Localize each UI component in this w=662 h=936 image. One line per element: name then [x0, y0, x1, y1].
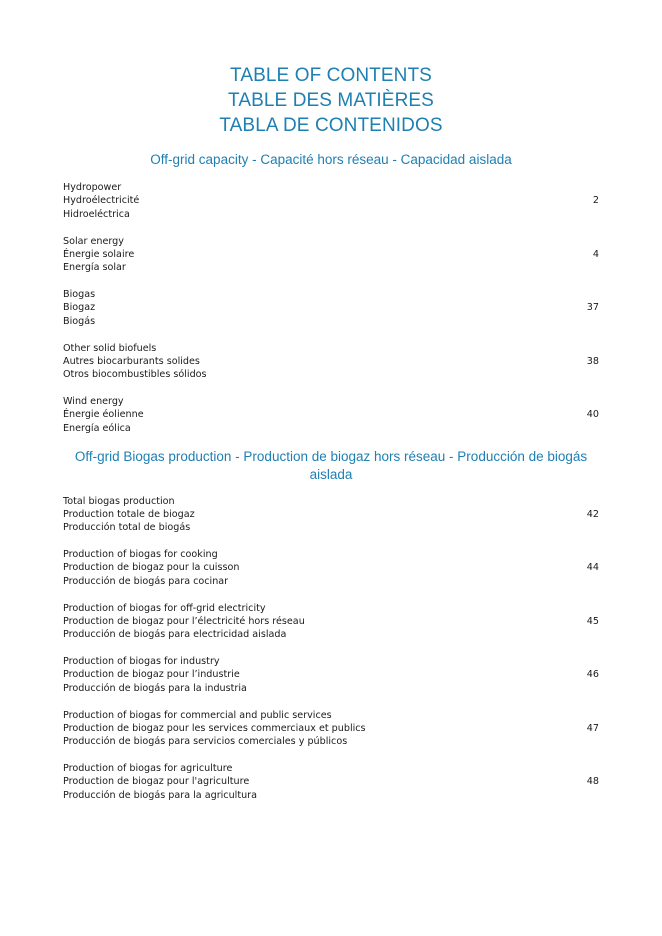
entry-page-number: 37 [586, 302, 599, 314]
entry-title-english: Production of biogas for commercial and public services [63, 709, 332, 721]
toc-entry[interactable] [63, 548, 599, 588]
entry-title-spanish: Energía eólica [63, 422, 131, 434]
entry-title-english: Other solid biofuels [63, 342, 157, 354]
toc-title-spanish: TABLA DE CONTENIDOS [219, 115, 443, 136]
toc-entry[interactable] [63, 602, 599, 642]
entry-title-french: Autres biocarburants solides [63, 355, 200, 367]
entry-page-number: 48 [586, 776, 599, 788]
entry-title-english: Production of biogas for agriculture [63, 763, 233, 774]
entry-title-french: Hydroélectricité [63, 195, 140, 207]
entry-title-english: Production of biogas for cooking [63, 549, 218, 560]
entry-title-spanish: Hidroeléctrica [63, 208, 130, 220]
toc-title-english: TABLE OF CONTENTS [230, 65, 432, 86]
entry-title-english: Total biogas production [63, 495, 175, 507]
entry-title-spanish: Producción de biogás para servicios comerciales y públicos [63, 736, 348, 748]
entry-page-number: 2 [592, 195, 599, 207]
toc-entry[interactable] [63, 288, 599, 328]
toc-entry[interactable] [63, 235, 599, 275]
entry-page-number: 46 [586, 669, 599, 681]
toc-entry[interactable] [63, 762, 599, 802]
entry-title-spanish: Producción total de biogás [63, 522, 191, 534]
entry-page-number: 44 [586, 562, 599, 574]
entry-page-number: 38 [586, 355, 599, 367]
section-heading-offgrid-capacity: Off-grid capacity - Capacité hors réseau - Capacidad aislada [150, 152, 512, 167]
entry-title-spanish: Biogás [63, 315, 96, 327]
entry-page-number: 42 [586, 508, 599, 520]
entry-title-english: Hydropower [63, 182, 122, 193]
entry-title-english: Production of biogas for industry [63, 656, 220, 667]
toc-entry[interactable] [63, 655, 599, 695]
entry-title-spanish: Energía solar [63, 262, 126, 274]
section-heading-offgrid-biogas-production: Off-grid Biogas production - Production de biogaz hors réseau - Producción de biogás aislada [74, 449, 588, 482]
entry-page-number: 45 [586, 615, 599, 627]
entry-page-number: 40 [586, 409, 599, 421]
entry-title-french: Énergie éolienne [63, 409, 144, 421]
entry-title-spanish: Producción de biogás para la industria [63, 682, 247, 694]
toc-title-french: TABLE DES MATIÈRES [228, 90, 434, 111]
toc-entry[interactable] [63, 395, 599, 435]
entry-title-spanish: Producción de biogás para cocinar [63, 575, 229, 587]
entry-title-english: Solar energy [63, 235, 124, 247]
entry-title-french: Énergie solaire [63, 248, 135, 260]
entry-title-english: Production of biogas for off-grid electricity [63, 602, 266, 614]
entry-title-french: Biogaz [63, 302, 96, 314]
entry-title-english: Wind energy [63, 396, 124, 407]
entry-title-french: Production de biogaz pour l'agriculture [63, 776, 250, 788]
toc-entry[interactable] [63, 709, 599, 749]
entry-page-number: 47 [586, 722, 599, 734]
toc-title-block [0, 63, 662, 138]
entry-title-french: Production de biogaz pour l’électricité hors réseau [63, 615, 305, 627]
entry-title-english: Biogas [63, 289, 96, 300]
toc-entry[interactable] [63, 495, 599, 535]
entry-page-number: 4 [592, 248, 599, 260]
entry-title-french: Production totale de biogaz [63, 508, 195, 520]
entry-title-french: Production de biogaz pour l’industrie [63, 669, 240, 681]
entry-title-spanish: Producción de biogás para electricidad aislada [63, 629, 287, 641]
entry-title-spanish: Otros biocombustibles sólidos [63, 369, 207, 381]
toc-entry[interactable] [63, 181, 599, 221]
toc-entry[interactable] [63, 342, 599, 382]
entry-title-french: Production de biogaz pour la cuisson [63, 562, 240, 574]
entry-title-spanish: Producción de biogás para la agricultura [63, 789, 257, 801]
entry-title-french: Production de biogaz pour les services commerciaux et publics [63, 722, 366, 734]
